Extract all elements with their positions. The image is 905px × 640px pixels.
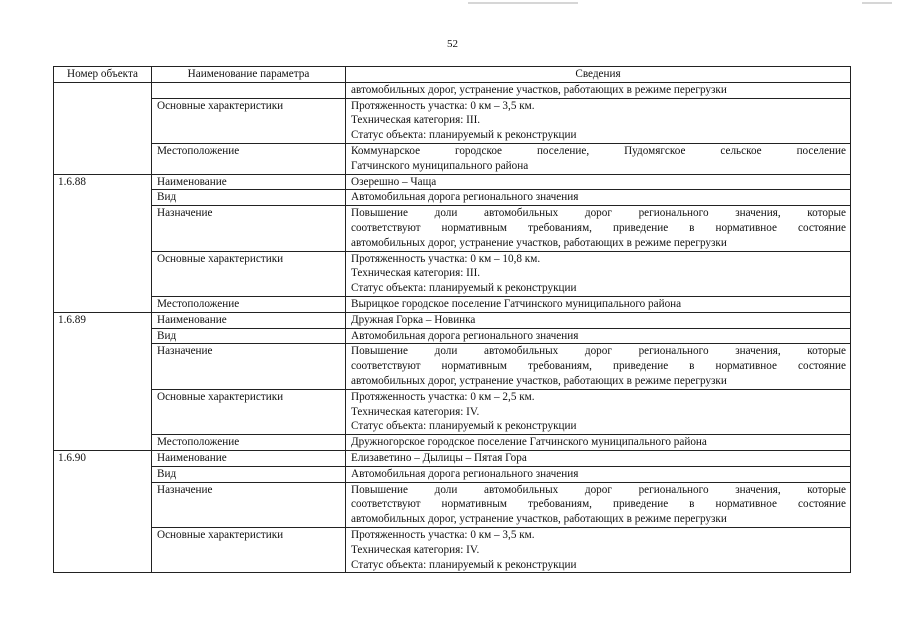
parameter-cell: Вид [152, 328, 346, 344]
info-line: Коммунарское городское поселение, Пудомягское сельское поселение [351, 144, 846, 157]
table-row [54, 466, 851, 482]
parameter-cell: Основные характеристики [152, 527, 346, 572]
parameter-cell: Вид [152, 466, 346, 482]
info-line: Техническая категория: IV. [351, 405, 480, 418]
info-line: Повышение доли автомобильных дорог регионального значения, которые [351, 483, 846, 496]
info-line: Автомобильная дорога регионального значения [351, 467, 579, 480]
parameter-cell [152, 82, 346, 98]
info-cell [346, 206, 851, 251]
info-line: соответствуют нормативным требованиям, приведение в нормативное состояние [351, 221, 846, 234]
info-line: Дружногорское городское поселение Гатчинского муниципального района [351, 436, 707, 449]
info-line: Протяженность участка: 0 км – 10,8 км. [351, 252, 541, 265]
info-cell [346, 82, 851, 98]
info-cell [346, 312, 851, 328]
table-row [54, 206, 851, 251]
info-cell [346, 466, 851, 482]
info-line: Техническая категория: III. [351, 267, 481, 280]
parameter-cell: Местоположение [152, 296, 346, 312]
info-cell [346, 190, 851, 206]
object-number-cell [54, 82, 152, 174]
object-number-cell: 1.6.89 [54, 312, 152, 450]
info-line: Протяженность участка: 0 км – 3,5 км. [351, 99, 535, 112]
info-cell [346, 143, 851, 174]
parameter-cell: Вид [152, 190, 346, 206]
info-cell [346, 527, 851, 572]
info-line: Протяженность участка: 0 км – 2,5 км. [351, 390, 535, 403]
info-line: Повышение доли автомобильных дорог регионального значения, которые [351, 207, 846, 220]
info-line: Статус объекта: планируемый к реконструкции [351, 282, 577, 295]
parameter-cell: Назначение [152, 206, 346, 251]
info-line: Озерешно – Чаща [351, 175, 437, 188]
table-row [54, 143, 851, 174]
parameter-cell: Местоположение [152, 143, 346, 174]
parameter-cell: Наименование [152, 450, 346, 466]
parameter-cell: Наименование [152, 312, 346, 328]
info-cell [346, 174, 851, 190]
parameter-cell: Основные характеристики [152, 389, 346, 434]
table-row [54, 482, 851, 527]
header-parameter-name: Наименование параметра [152, 67, 346, 83]
table-row [54, 82, 851, 98]
info-cell [346, 251, 851, 296]
info-line: Елизаветино – Дылицы – Пятая Гора [351, 451, 527, 464]
object-number-cell: 1.6.88 [54, 174, 152, 312]
table-row [54, 344, 851, 389]
info-line: соответствуют нормативным требованиям, приведение в нормативное состояние [351, 360, 846, 373]
info-cell [346, 450, 851, 466]
header-object-number: Номер объекта [54, 67, 152, 83]
table-row [54, 190, 851, 206]
table-body [54, 82, 851, 573]
parameter-cell: Наименование [152, 174, 346, 190]
info-line: автомобильных дорог, устранение участков, работающих в режиме перегрузки [351, 513, 727, 526]
info-line: Протяженность участка: 0 км – 3,5 км. [351, 528, 535, 541]
info-line: Техническая категория: III. [351, 114, 481, 127]
info-line: автомобильных дорог, устранение участков, работающих в режиме перегрузки [351, 236, 727, 249]
parameter-cell: Местоположение [152, 435, 346, 451]
table-row [54, 312, 851, 328]
object-number-cell: 1.6.90 [54, 450, 152, 572]
table-row [54, 296, 851, 312]
parameter-cell: Основные характеристики [152, 98, 346, 143]
info-cell [346, 98, 851, 143]
parameter-cell: Назначение [152, 482, 346, 527]
scan-artifact [468, 2, 578, 4]
info-line: автомобильных дорог, устранение участков, работающих в режиме перегрузки [351, 83, 727, 96]
info-line: Автомобильная дорога регионального значения [351, 329, 579, 342]
parameter-cell: Основные характеристики [152, 251, 346, 296]
info-line: Повышение доли автомобильных дорог регионального значения, которые [351, 345, 846, 358]
info-line: Статус объекта: планируемый к реконструкции [351, 420, 577, 433]
info-line: Техническая категория: IV. [351, 543, 480, 556]
table-row [54, 389, 851, 434]
table-row [54, 251, 851, 296]
info-cell [346, 344, 851, 389]
table-row [54, 450, 851, 466]
info-line: Статус объекта: планируемый к реконструкции [351, 558, 577, 571]
table-row [54, 435, 851, 451]
info-line: Вырицкое городское поселение Гатчинского муниципального района [351, 297, 682, 310]
parameter-cell: Назначение [152, 344, 346, 389]
table-header-row [54, 67, 851, 83]
info-line: Автомобильная дорога регионального значения [351, 191, 579, 204]
info-cell [346, 296, 851, 312]
header-details: Сведения [346, 67, 851, 83]
objects-table [53, 66, 851, 573]
info-line: автомобильных дорог, устранение участков, работающих в режиме перегрузки [351, 374, 727, 387]
info-line: Статус объекта: планируемый к реконструкции [351, 129, 577, 142]
info-line: Гатчинского муниципального района [351, 159, 529, 172]
table-row [54, 328, 851, 344]
info-line: соответствуют нормативным требованиям, приведение в нормативное состояние [351, 498, 846, 511]
page-number: 52 [447, 38, 458, 50]
info-cell [346, 328, 851, 344]
info-cell [346, 435, 851, 451]
table-row [54, 98, 851, 143]
table-row [54, 527, 851, 572]
info-line: Дружная Горка – Новинка [351, 313, 476, 326]
info-cell [346, 482, 851, 527]
info-cell [346, 389, 851, 434]
scan-artifact [862, 2, 892, 4]
table-row [54, 174, 851, 190]
